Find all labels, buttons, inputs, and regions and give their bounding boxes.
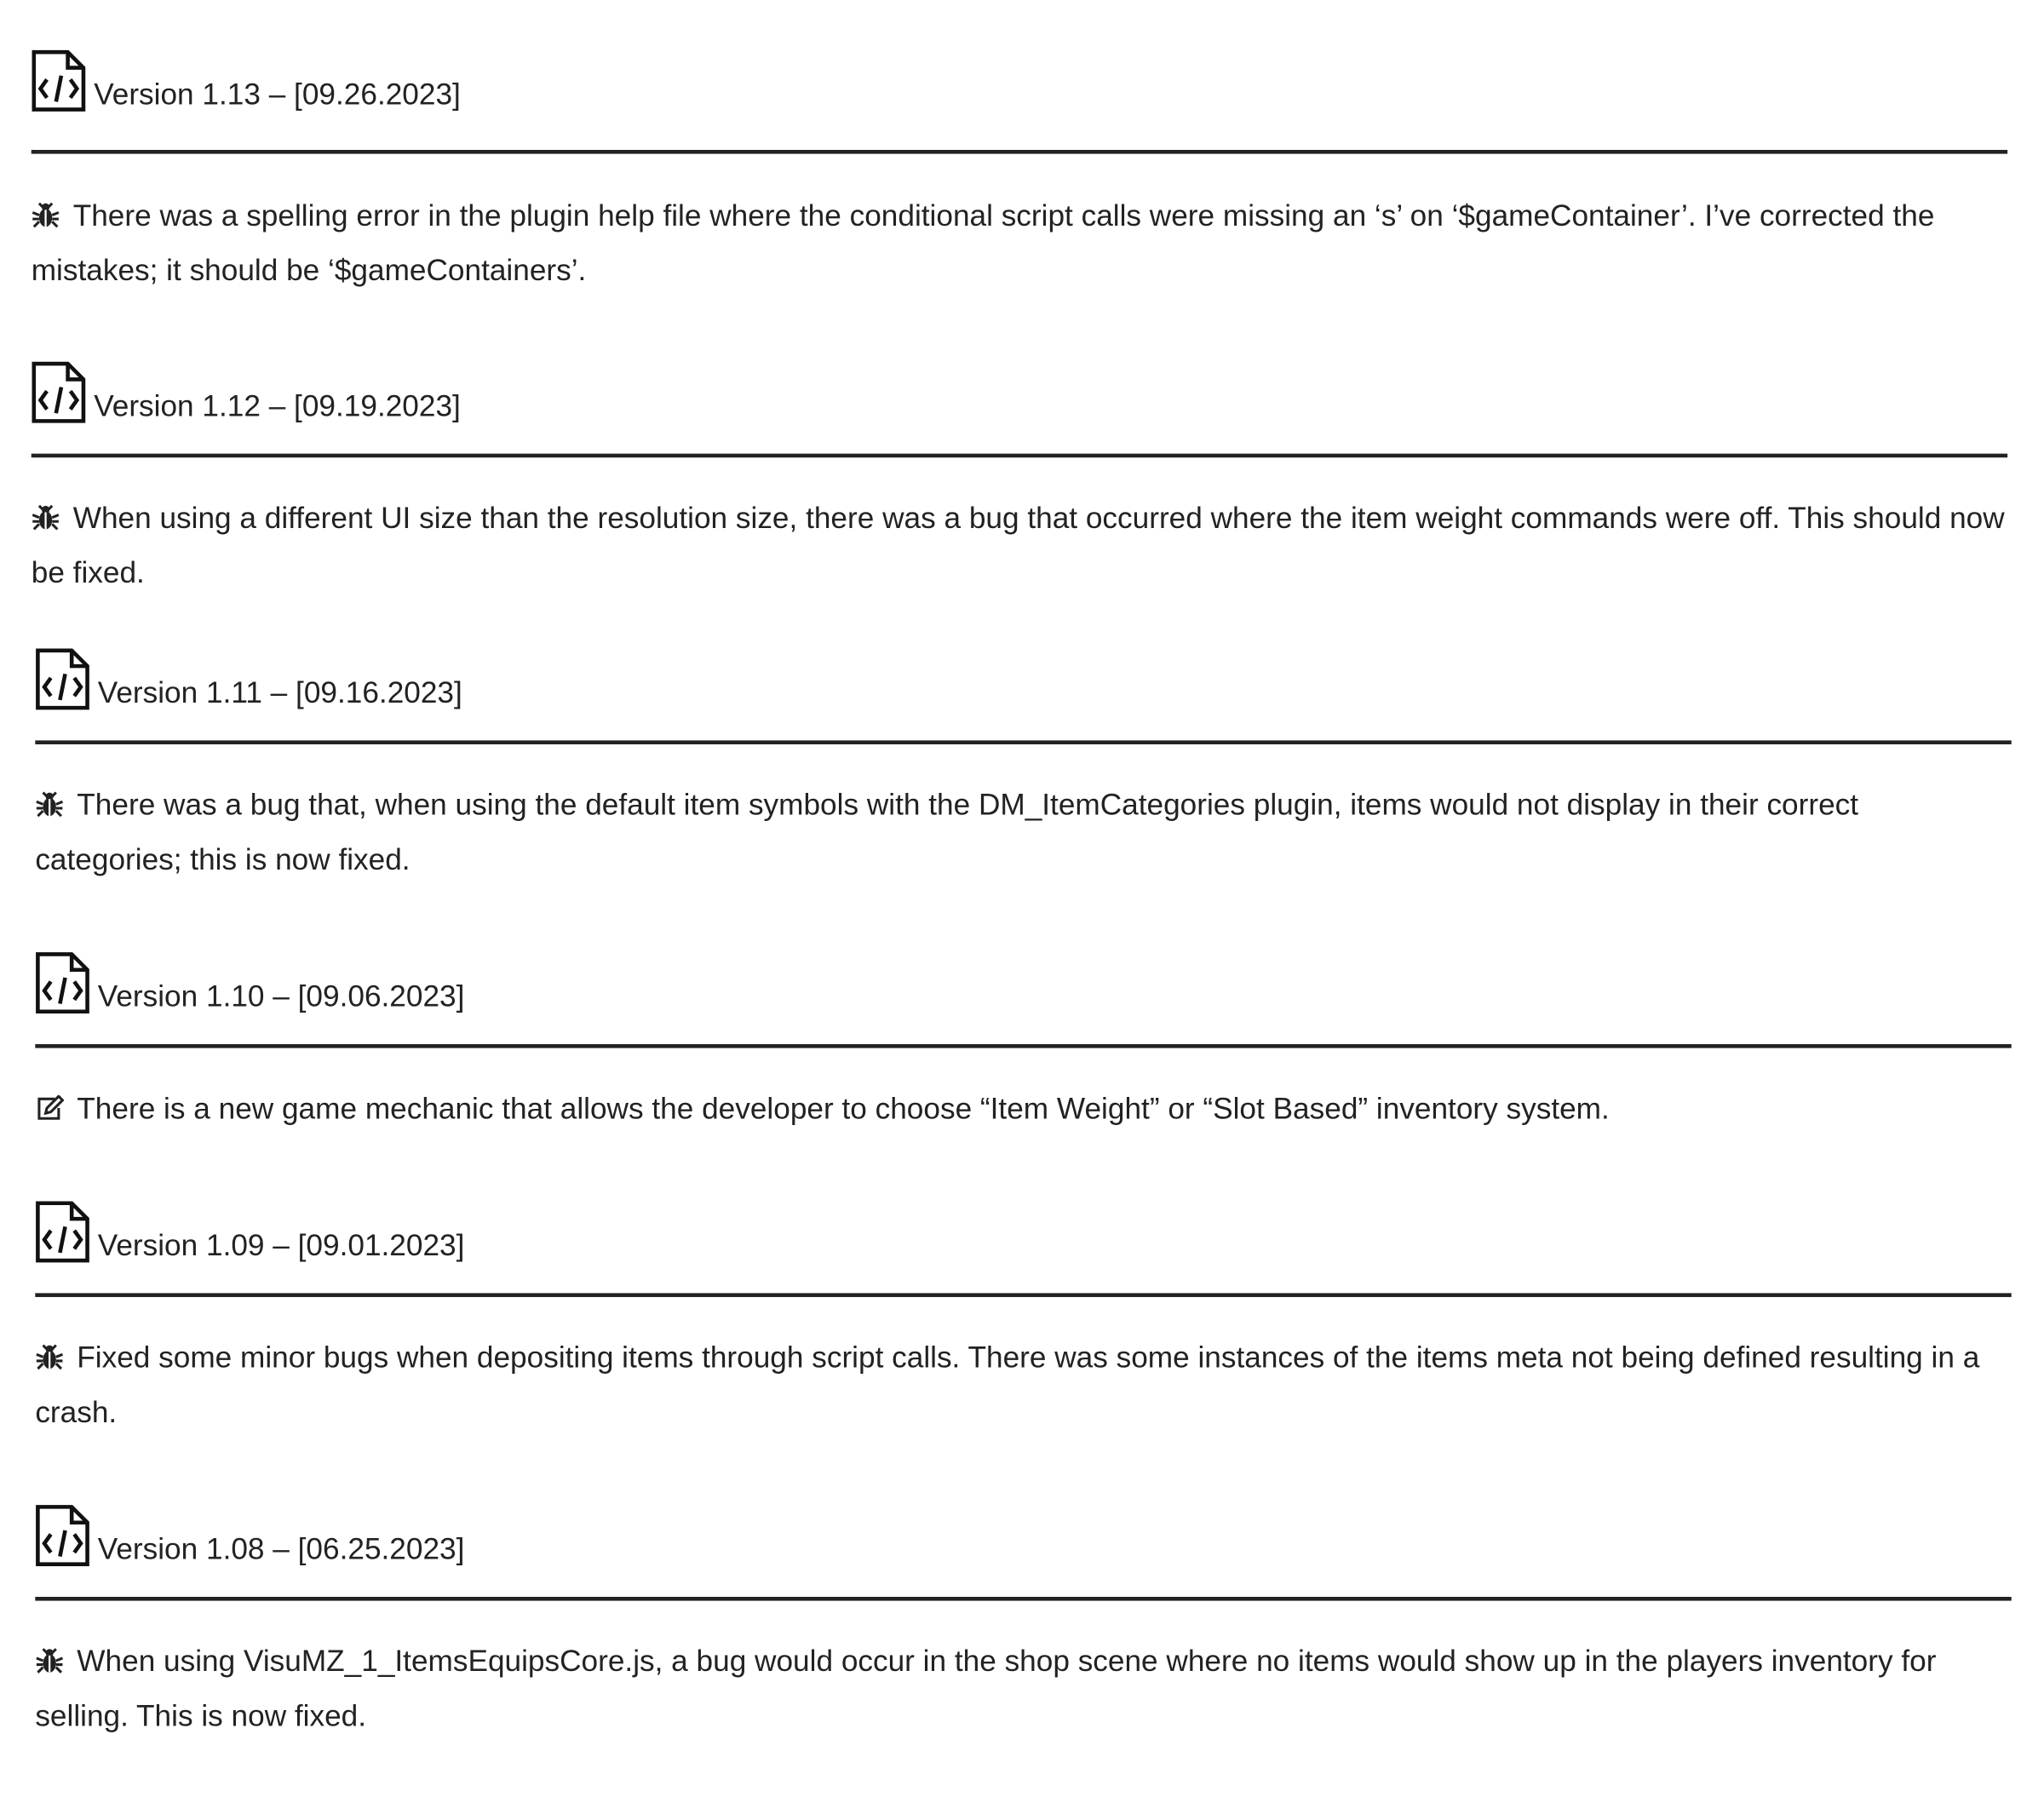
version-label: Version 1.10 – [09.06.2023] [97,979,465,1013]
change-note [35,1633,2011,1743]
changelog-entry [35,646,2011,887]
bug-icon [32,202,60,228]
change-note-text: There was a bug that, when using the default item symbols with the DM_ItemCategories plugin, items would not display in their correct categories; this is now fixed. [35,787,1859,876]
changelog-entry [35,1501,2011,1742]
bug-icon [32,504,60,531]
code-file-icon [35,1504,89,1566]
edit-icon [35,1095,64,1122]
changelog-entry [35,949,2011,1135]
divider [32,150,2007,154]
code-file-icon [32,361,86,423]
change-note [32,187,2007,297]
change-note [35,1081,2011,1135]
version-heading [35,949,2011,1014]
change-note-text: When using a different UI size than the resolution size, there was a bug that occurred where the item weight commands were off. This should now be fixed. [31,500,2005,589]
change-note-text: When using VisuMZ_1_ItemsEquipsCore.js, a bug would occur in the shop scene where no items would show up in the players inventory for selling. This is now fixed. [35,1644,1937,1733]
changelog-entry [35,1198,2011,1439]
version-heading [35,646,2011,711]
divider [32,454,2007,458]
change-note-text: There was a spelling error in the plugin help file where the conditional script calls were missing an ‘s’ on ‘$gameContainer’. I’ve corrected the mistakes; it should be ‘$gameContainers’. [31,198,1935,287]
changelog-entry [32,47,2007,297]
changelog-entry [32,359,2007,600]
code-file-icon [35,648,89,710]
change-note-text: There is a new game mechanic that allows the developer to choose “Item Weight” or “Slot Based” inventory system. [77,1091,1610,1125]
version-label: Version 1.12 – [09.19.2023] [94,388,461,422]
divider [35,1597,2011,1601]
version-label: Version 1.13 – [09.26.2023] [94,77,461,112]
version-heading [32,47,2007,112]
version-heading [35,1198,2011,1264]
change-note [35,777,2011,887]
version-heading [35,1501,2011,1567]
version-label: Version 1.09 – [09.01.2023] [97,1227,465,1262]
bug-icon [35,1344,64,1370]
bug-icon [35,1648,64,1674]
divider [35,1293,2011,1297]
divider [35,1044,2011,1048]
bug-icon [35,791,64,818]
code-file-icon [32,49,86,112]
code-file-icon [35,951,89,1013]
version-label: Version 1.11 – [09.16.2023] [97,675,462,709]
change-note-text: Fixed some minor bugs when depositing items through script calls. There was some instances of the items meta not being defined resulting in a crash. [35,1340,1980,1429]
version-label: Version 1.08 – [06.25.2023] [97,1531,465,1566]
change-note [35,1329,2011,1439]
change-note [32,491,2007,600]
divider [35,740,2011,744]
version-heading [32,359,2007,424]
code-file-icon [35,1201,89,1263]
